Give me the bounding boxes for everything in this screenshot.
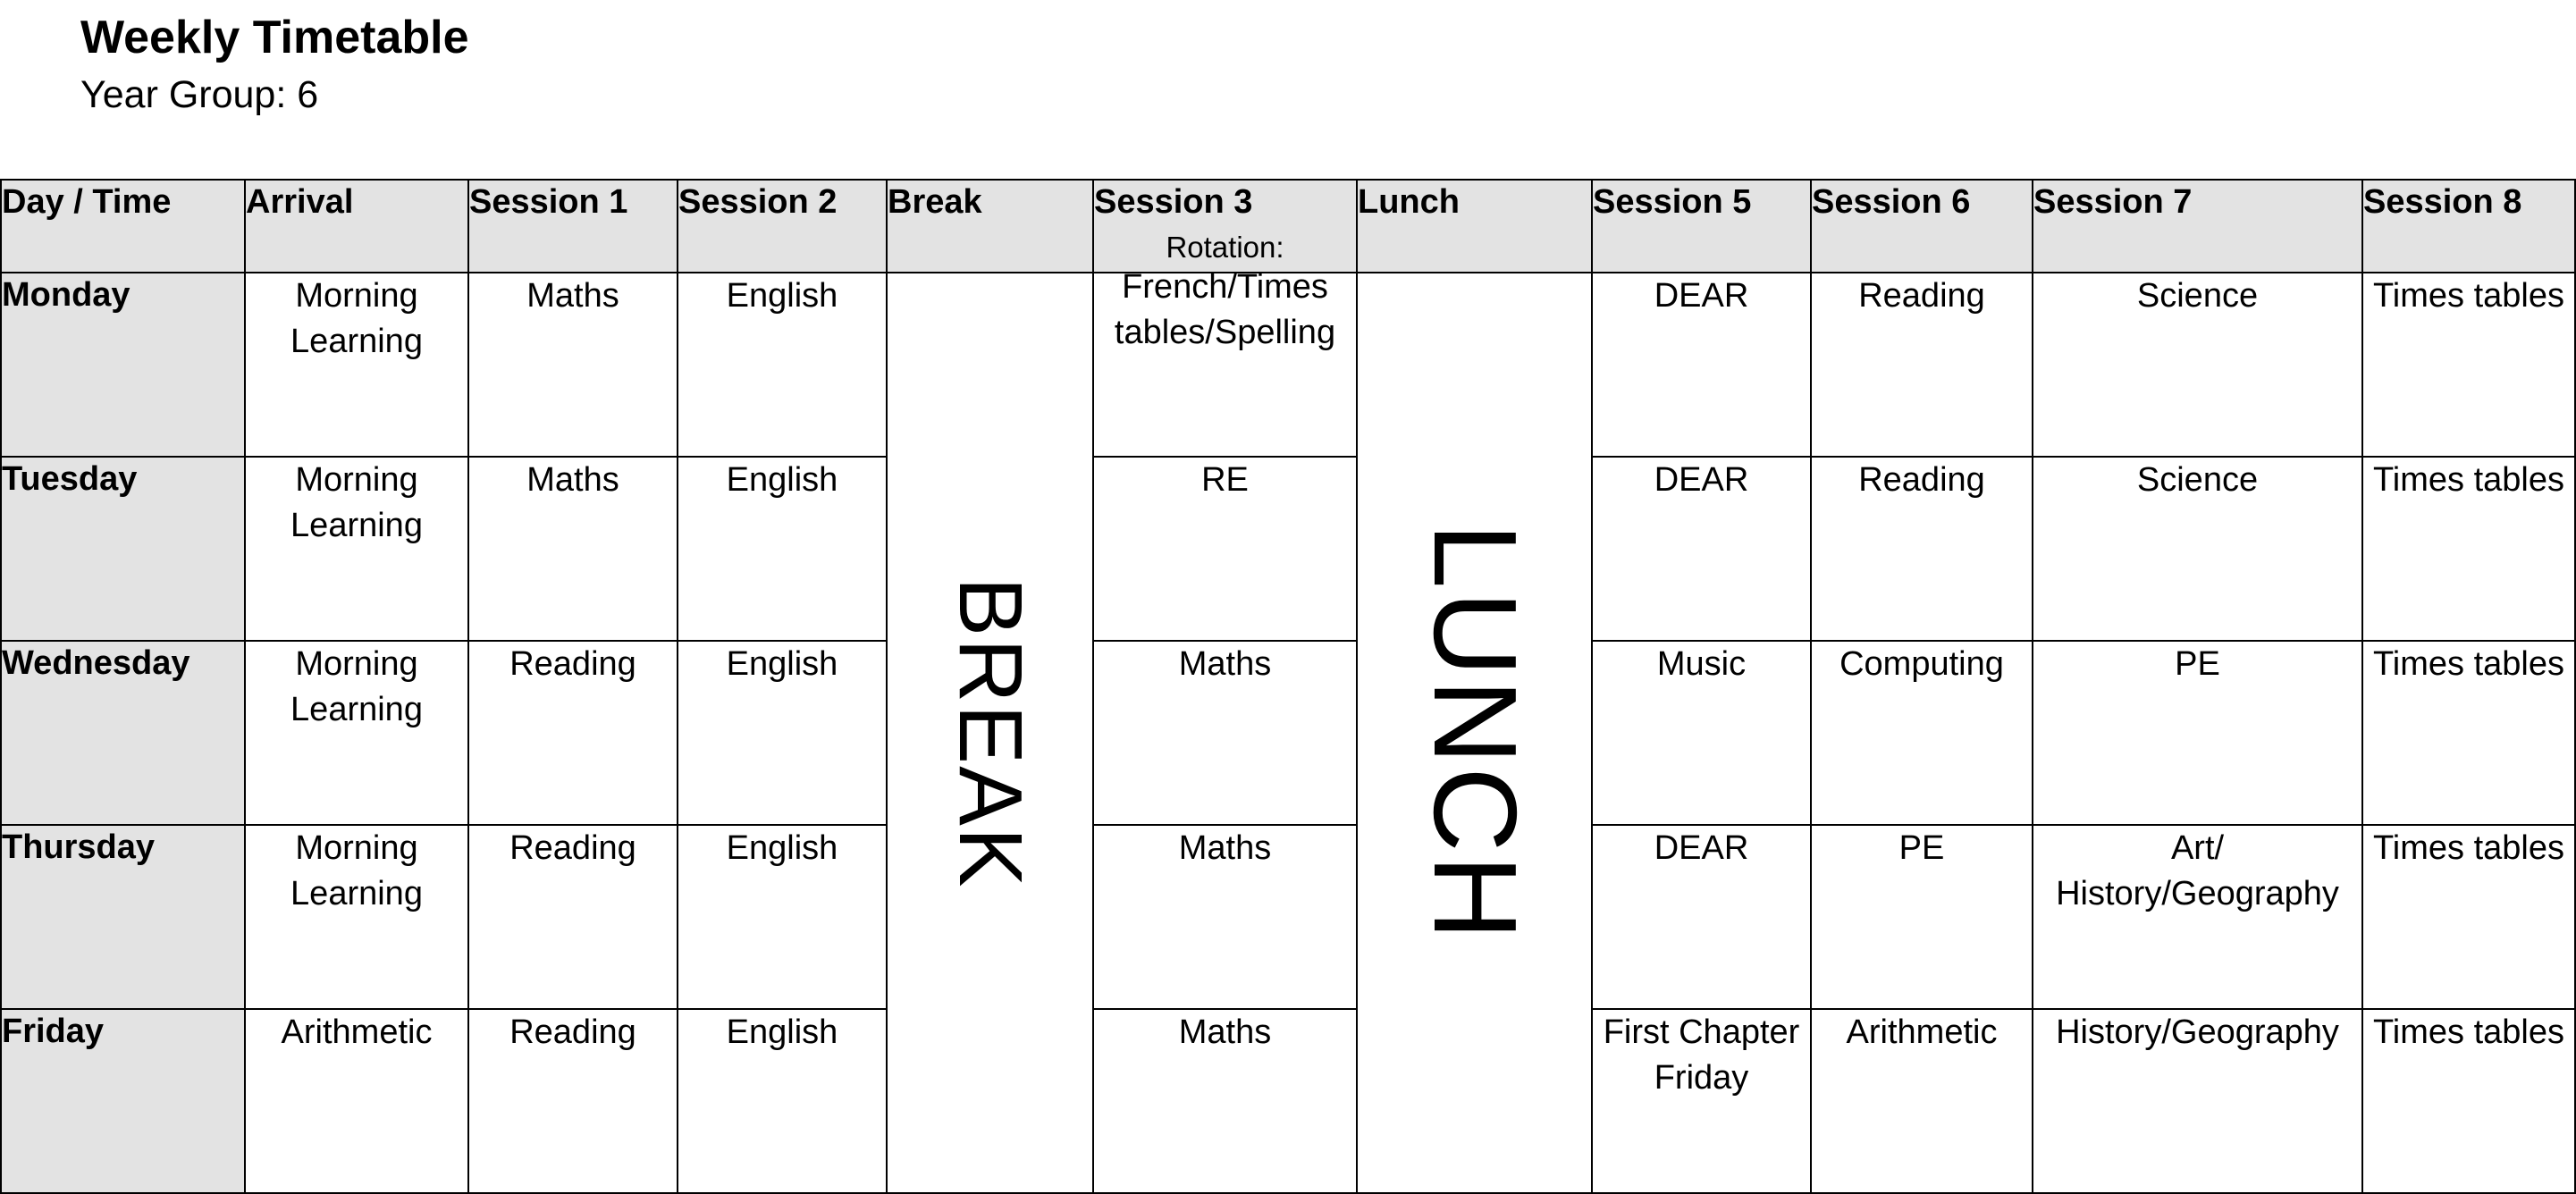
- session-7-cell: History/Geography: [2033, 1009, 2362, 1193]
- session-8-cell: Times tables: [2362, 825, 2575, 1009]
- session-1-cell: Maths: [468, 457, 678, 641]
- session-8-cell: Times tables: [2362, 1009, 2575, 1193]
- column-header-session-2: Session 2: [678, 180, 887, 273]
- rotation-note: Rotation:: [1166, 231, 1284, 264]
- table-row-thursday: [1, 825, 2575, 1009]
- day-label: Wednesday: [1, 641, 245, 825]
- table-row-monday: [1, 273, 2575, 457]
- session-3-cell: Maths: [1093, 641, 1357, 825]
- table-row-wednesday: [1, 641, 2575, 825]
- timetable: [0, 179, 2576, 1194]
- arrival-cell: Arithmetic: [245, 1009, 468, 1193]
- session-8-cell: Times tables: [2362, 273, 2575, 457]
- session-1-cell: Maths: [468, 273, 678, 457]
- session-3-cell: Maths: [1093, 825, 1357, 1009]
- session-3-cell: RE: [1093, 457, 1357, 641]
- column-header-day-time: Day / Time: [1, 180, 245, 273]
- session-3-cell: [1093, 231, 1357, 457]
- session-6-cell: PE: [1811, 825, 2033, 1009]
- session-3-cell: Maths: [1093, 1009, 1357, 1193]
- session-7-cell: PE: [2033, 641, 2362, 825]
- session-1-cell: Reading: [468, 825, 678, 1009]
- day-label: Friday: [1, 1009, 245, 1193]
- column-header-session-3: Session 3: [1093, 180, 1357, 273]
- session-2-cell: English: [678, 1009, 887, 1193]
- session-8-cell: Times tables: [2362, 457, 2575, 641]
- column-header-break: Break: [887, 180, 1093, 273]
- column-header-session-1: Session 1: [468, 180, 678, 273]
- day-label: Thursday: [1, 825, 245, 1009]
- session-7-cell: Science: [2033, 457, 2362, 641]
- session-7-cell: Science: [2033, 273, 2362, 457]
- column-header-session-6: Session 6: [1811, 180, 2033, 273]
- table-row-tuesday: [1, 457, 2575, 641]
- session-8-cell: Times tables: [2362, 641, 2575, 825]
- session-5-cell: Music: [1592, 641, 1811, 825]
- session-6-cell: Reading: [1811, 273, 2033, 457]
- table-row-friday: [1, 1009, 2575, 1193]
- session-2-cell: English: [678, 273, 887, 457]
- arrival-cell: Morning Learning: [245, 457, 468, 641]
- session-6-cell: Arithmetic: [1811, 1009, 2033, 1193]
- session-5-cell: First Chapter Friday: [1592, 1009, 1811, 1193]
- lunch-label: LUNCH: [1409, 523, 1541, 943]
- column-header-session-5: Session 5: [1592, 180, 1811, 273]
- page-title: Weekly Timetable: [80, 12, 469, 63]
- session-1-cell: Reading: [468, 641, 678, 825]
- day-label: Monday: [1, 273, 245, 457]
- page-subtitle: Year Group: 6: [80, 73, 319, 116]
- rotation-subjects: French/Times tables/Spelling: [1114, 268, 1336, 351]
- arrival-cell: Morning Learning: [245, 641, 468, 825]
- session-2-cell: English: [678, 641, 887, 825]
- session-5-cell: DEAR: [1592, 825, 1811, 1009]
- session-5-cell: DEAR: [1592, 273, 1811, 457]
- session-2-cell: English: [678, 825, 887, 1009]
- column-header-lunch: Lunch: [1357, 180, 1592, 273]
- session-7-cell: Art/ History/Geography: [2033, 825, 2362, 1009]
- break-label: BREAK: [939, 576, 1040, 889]
- session-2-cell: English: [678, 457, 887, 641]
- day-label: Tuesday: [1, 457, 245, 641]
- column-header-session-7: Session 7: [2033, 180, 2362, 273]
- lunch-block: [1357, 273, 1592, 1193]
- session-1-cell: Reading: [468, 1009, 678, 1193]
- session-6-cell: Reading: [1811, 457, 2033, 641]
- arrival-cell: Morning Learning: [245, 273, 468, 457]
- column-header-arrival: Arrival: [245, 180, 468, 273]
- session-5-cell: DEAR: [1592, 457, 1811, 641]
- session-6-cell: Computing: [1811, 641, 2033, 825]
- column-header-session-8: Session 8: [2362, 180, 2575, 273]
- arrival-cell: Morning Learning: [245, 825, 468, 1009]
- break-block: [887, 273, 1093, 1193]
